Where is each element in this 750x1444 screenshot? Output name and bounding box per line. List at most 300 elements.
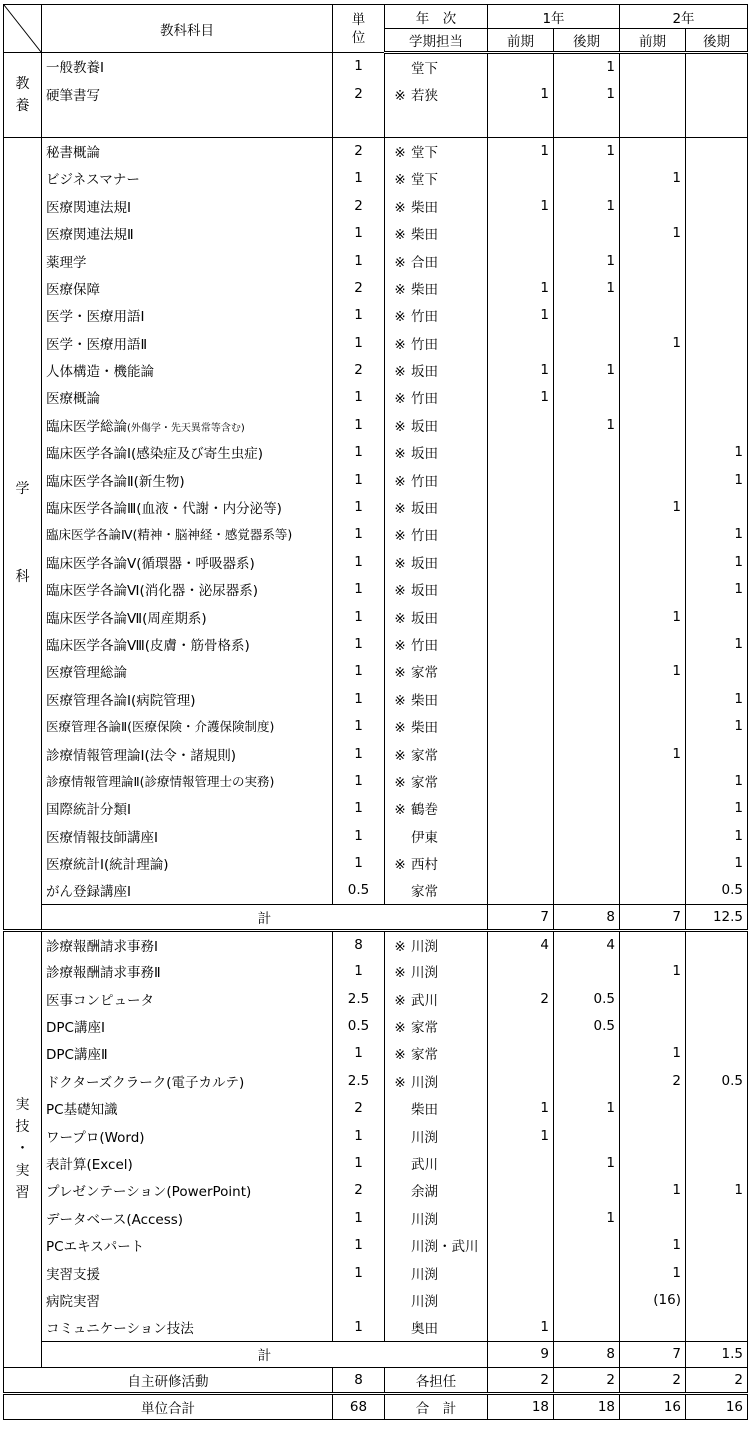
subject-note: (外傷学・先天異常等含む) xyxy=(127,422,245,434)
table-row xyxy=(4,658,748,685)
required-mark: ※ xyxy=(394,992,406,1009)
subject-label: 医療関連法規Ⅱ xyxy=(46,227,134,244)
total-label: 計 xyxy=(42,904,488,930)
subject-label: がん登録講座Ⅰ xyxy=(46,884,131,901)
term-y1b: 1 xyxy=(554,192,620,219)
term-y2a xyxy=(620,1314,686,1341)
term-y2a: 1 xyxy=(620,1232,686,1259)
term-y1a: 1 xyxy=(488,274,554,301)
unit-count: 1 xyxy=(333,1040,385,1067)
term-y2b xyxy=(686,356,748,383)
summary-y2a: 2 xyxy=(620,1367,686,1393)
teacher-name: 家常 xyxy=(411,1020,438,1037)
table-row xyxy=(4,1122,748,1149)
subject-name xyxy=(42,877,333,904)
term-y2b: 1 xyxy=(686,712,748,739)
term-y1a xyxy=(488,712,554,739)
required-mark: ※ xyxy=(394,1074,406,1091)
term-y1a xyxy=(488,1204,554,1231)
teacher-cell xyxy=(385,822,488,849)
term-y1b xyxy=(554,1122,620,1149)
term-y2b xyxy=(686,1204,748,1231)
section-label: 実 技 ・ 実 習 xyxy=(15,1097,30,1202)
term-y2a xyxy=(620,1095,686,1122)
subject-label: 医学・医療用語Ⅱ xyxy=(46,336,148,353)
required-mark: ※ xyxy=(394,145,406,162)
teacher-cell xyxy=(385,1012,488,1039)
teacher-name: 川渕 xyxy=(411,1211,438,1228)
table-row xyxy=(4,274,748,301)
term-y2b xyxy=(686,1286,748,1313)
unit-count: 1 xyxy=(333,740,385,767)
term-y2a xyxy=(620,877,686,904)
term-y1b xyxy=(554,767,620,794)
teacher-name: 川渕・武川 xyxy=(411,1239,479,1256)
term-y2b xyxy=(686,740,748,767)
table-row xyxy=(4,958,748,985)
term-y1b xyxy=(554,958,620,985)
required-mark: ※ xyxy=(394,391,406,408)
teacher-name: 川渕 xyxy=(411,1074,438,1091)
term-y2b: 1 xyxy=(686,1177,748,1204)
summary-label: 自主研修活動 xyxy=(4,1367,333,1393)
unit-count: 1 xyxy=(333,849,385,876)
teacher-name: 柴田 xyxy=(411,720,438,737)
term-y2a: (16) xyxy=(620,1286,686,1313)
term-y2b xyxy=(686,1149,748,1176)
teacher-name: 合田 xyxy=(411,254,438,271)
unit-count: 2 xyxy=(333,356,385,383)
term-y1a xyxy=(488,53,554,80)
teacher-name: 竹田 xyxy=(411,391,438,408)
term-y2b: 1 xyxy=(686,576,748,603)
required-mark: ※ xyxy=(394,199,406,216)
teacher-cell xyxy=(385,712,488,739)
term-y2a: 1 xyxy=(620,958,686,985)
table-row xyxy=(4,849,748,876)
term-y1a xyxy=(488,877,554,904)
term-y2a xyxy=(620,1149,686,1176)
required-mark: ※ xyxy=(394,528,406,545)
subject-name xyxy=(42,384,333,411)
subject-label: 臨床医学各論Ⅰ(感染症及び寄生虫症) xyxy=(46,446,264,463)
term-y1a xyxy=(488,493,554,520)
teacher-cell xyxy=(385,767,488,794)
unit-count: 2 xyxy=(333,137,385,164)
table-row xyxy=(4,1012,748,1039)
term-y1a xyxy=(488,219,554,246)
table-row xyxy=(4,521,748,548)
subject-name xyxy=(42,466,333,493)
table-row xyxy=(4,630,748,657)
subject-label: プレゼンテーション(PowerPoint) xyxy=(46,1184,252,1201)
teacher-name: 川渕 xyxy=(411,938,438,955)
term-y2a: 1 xyxy=(620,658,686,685)
term-y1b xyxy=(554,548,620,575)
teacher-name: 竹田 xyxy=(411,336,438,353)
subject-name xyxy=(42,1012,333,1039)
teacher-name: 家常 xyxy=(411,747,438,764)
table-row xyxy=(4,165,748,192)
subject-label: 診療報酬請求事務Ⅰ xyxy=(46,938,158,955)
table-row xyxy=(4,685,748,712)
teacher-cell xyxy=(385,849,488,876)
teacher-cell xyxy=(385,630,488,657)
term-y1a xyxy=(488,1149,554,1176)
teacher-name: 武川 xyxy=(411,992,438,1009)
term-y2b: 1 xyxy=(686,439,748,466)
term-y1b: 1 xyxy=(554,1204,620,1231)
term-y1a xyxy=(488,329,554,356)
term-y1a xyxy=(488,685,554,712)
term-y2b xyxy=(686,274,748,301)
term-y1a xyxy=(488,1232,554,1259)
term-y1b xyxy=(554,1177,620,1204)
subject-label: 一般教養Ⅰ xyxy=(46,60,104,77)
teacher-name: 柴田 xyxy=(411,1102,438,1119)
subject-label: 医療管理総論 xyxy=(46,665,127,682)
teacher-name: 鶴巻 xyxy=(411,802,438,819)
required-mark: ※ xyxy=(394,418,406,435)
term-y1b: 1 xyxy=(554,1095,620,1122)
term-y1b xyxy=(554,439,620,466)
term-y1a: 4 xyxy=(488,930,554,957)
subject-label: コミュニケーション技法 xyxy=(46,1321,194,1338)
subject-name xyxy=(42,1259,333,1286)
term-y2a xyxy=(620,411,686,438)
term-y1b: 1 xyxy=(554,1149,620,1176)
summary-y2a: 16 xyxy=(620,1393,686,1419)
teacher-cell xyxy=(385,384,488,411)
teacher-cell xyxy=(385,411,488,438)
term-y2a: 1 xyxy=(620,1177,686,1204)
table-row xyxy=(4,80,748,107)
subject-name xyxy=(42,356,333,383)
teacher-cell xyxy=(385,795,488,822)
subject-name xyxy=(42,958,333,985)
teacher-name: 坂田 xyxy=(411,555,438,572)
subject-name xyxy=(42,329,333,356)
required-mark: ※ xyxy=(394,254,406,271)
teacher-cell xyxy=(385,219,488,246)
subject-name xyxy=(42,302,333,329)
unit-count: 1 xyxy=(333,329,385,356)
term-y2a xyxy=(620,439,686,466)
term-y2b xyxy=(686,958,748,985)
header-year2: 2年 xyxy=(620,5,748,29)
term-y1b: 4 xyxy=(554,930,620,957)
unit-count: 0.5 xyxy=(333,1012,385,1039)
term-y2a xyxy=(620,1122,686,1149)
term-y1a xyxy=(488,1040,554,1067)
section-jitsugi xyxy=(4,930,42,1367)
term-y1b: 1 xyxy=(554,247,620,274)
subject-label: 臨床医学各論Ⅵ(消化器・泌尿器系) xyxy=(46,583,258,600)
table-row xyxy=(4,795,748,822)
term-y2a xyxy=(620,795,686,822)
subject-name xyxy=(42,439,333,466)
teacher-cell xyxy=(385,548,488,575)
total-y1b: 8 xyxy=(554,904,620,930)
term-y1b xyxy=(554,1286,620,1313)
teacher-name: 伊東 xyxy=(411,829,438,846)
term-y1b xyxy=(554,795,620,822)
subject-name xyxy=(42,1040,333,1067)
teacher-cell xyxy=(385,329,488,356)
subject-label: 実習支援 xyxy=(46,1266,100,1283)
teacher-cell xyxy=(385,439,488,466)
term-y1a xyxy=(488,1067,554,1094)
subject-label: 臨床医学総論 xyxy=(46,418,127,435)
term-y2a: 1 xyxy=(620,1259,686,1286)
table-row xyxy=(4,493,748,520)
term-y1a xyxy=(488,548,554,575)
term-y2b: 1 xyxy=(686,685,748,712)
term-y1a xyxy=(488,411,554,438)
total-y2a: 7 xyxy=(620,1341,686,1367)
term-y1b xyxy=(554,329,620,356)
teacher-name: 奥田 xyxy=(411,1321,438,1338)
term-y2a xyxy=(620,521,686,548)
subject-name xyxy=(42,1149,333,1176)
term-y1b xyxy=(554,219,620,246)
table-row xyxy=(4,576,748,603)
summary-units: 8 xyxy=(333,1367,385,1393)
subject-name xyxy=(42,658,333,685)
subject-name xyxy=(42,247,333,274)
term-y2a xyxy=(620,274,686,301)
summary-y1a: 18 xyxy=(488,1393,554,1419)
teacher-cell xyxy=(385,1204,488,1231)
table-row xyxy=(4,1232,748,1259)
term-y1a: 1 xyxy=(488,137,554,164)
term-y2a xyxy=(620,930,686,957)
term-y2a xyxy=(620,1204,686,1231)
subject-name xyxy=(42,849,333,876)
term-y1a: 1 xyxy=(488,80,554,107)
term-y2b xyxy=(686,247,748,274)
term-y1b xyxy=(554,165,620,192)
term-y2a xyxy=(620,548,686,575)
table-row xyxy=(4,439,748,466)
term-y2b xyxy=(686,137,748,164)
required-mark: ※ xyxy=(394,336,406,353)
teacher-name: 柴田 xyxy=(411,199,438,216)
table-row xyxy=(4,1095,748,1122)
teacher-name: 竹田 xyxy=(411,473,438,490)
term-y2a: 1 xyxy=(620,165,686,192)
term-y2a xyxy=(620,685,686,712)
term-y1a xyxy=(488,740,554,767)
teacher-name: 家常 xyxy=(411,665,438,682)
required-mark: ※ xyxy=(394,774,406,791)
total-y2b: 12.5 xyxy=(686,904,748,930)
required-mark: ※ xyxy=(394,747,406,764)
required-mark: ※ xyxy=(394,555,406,572)
total-y1b: 8 xyxy=(554,1341,620,1367)
header-y1-first: 前期 xyxy=(488,29,554,53)
term-y2a: 2 xyxy=(620,1067,686,1094)
teacher-cell xyxy=(385,1067,488,1094)
term-y1a xyxy=(488,521,554,548)
required-mark: ※ xyxy=(394,638,406,654)
header-unit: 単 位 xyxy=(333,5,385,53)
table-row xyxy=(4,740,748,767)
unit-count: 1 xyxy=(333,302,385,329)
term-y2b xyxy=(686,165,748,192)
subject-name xyxy=(42,521,333,548)
subject-name xyxy=(42,603,333,630)
unit-count: 1 xyxy=(333,685,385,712)
term-y2b xyxy=(686,329,748,356)
subject-label: 病院実習 xyxy=(46,1293,100,1310)
term-y1a: 1 xyxy=(488,302,554,329)
required-mark: ※ xyxy=(394,364,406,381)
subject-label: ドクターズクラーク(電子カルテ) xyxy=(46,1074,245,1091)
unit-count: 1 xyxy=(333,958,385,985)
unit-count: 2 xyxy=(333,192,385,219)
unit-count: 2 xyxy=(333,80,385,107)
teacher-cell xyxy=(385,1122,488,1149)
teacher-name: 柴田 xyxy=(411,281,438,298)
term-y2b: 0.5 xyxy=(686,877,748,904)
subject-name xyxy=(42,1095,333,1122)
total-y2a: 7 xyxy=(620,904,686,930)
term-y1b xyxy=(554,384,620,411)
total-label: 計 xyxy=(42,1341,488,1367)
term-y1a: 1 xyxy=(488,1095,554,1122)
subject-name xyxy=(42,630,333,657)
summary-y2b: 2 xyxy=(686,1367,748,1393)
subject-name xyxy=(42,712,333,739)
term-y1a: 1 xyxy=(488,1314,554,1341)
subject-label: 臨床医学各論Ⅶ(周産期系) xyxy=(46,610,207,627)
summary-y1b: 2 xyxy=(554,1367,620,1393)
unit-count: 1 xyxy=(333,521,385,548)
teacher-cell xyxy=(385,1286,488,1313)
term-y2a xyxy=(620,1012,686,1039)
header-y2-second: 後期 xyxy=(686,29,748,53)
required-mark: ※ xyxy=(394,172,406,189)
subject-label: ビジネスマナー xyxy=(46,172,140,189)
term-y1b xyxy=(554,603,620,630)
subject-name xyxy=(42,1067,333,1094)
subject-name xyxy=(42,767,333,794)
required-mark: ※ xyxy=(394,720,406,737)
unit-count: 2.5 xyxy=(333,1067,385,1094)
required-mark: ※ xyxy=(394,583,406,600)
table-row xyxy=(4,712,748,739)
term-y2a: 1 xyxy=(620,740,686,767)
table-row xyxy=(4,192,748,219)
subject-label: 国際統計分類Ⅰ xyxy=(46,802,131,819)
subject-label: DPC講座Ⅱ xyxy=(46,1047,108,1064)
term-y2b xyxy=(686,80,748,107)
spacer-row xyxy=(4,107,748,137)
teacher-name: 余湖 xyxy=(411,1184,438,1201)
summary-teacher: 各担任 xyxy=(385,1367,488,1393)
table-row xyxy=(4,219,748,246)
term-y1b xyxy=(554,493,620,520)
unit-count: 1 xyxy=(333,53,385,80)
term-y1b xyxy=(554,521,620,548)
subject-label: 臨床医学各論Ⅴ(循環器・呼吸器系) xyxy=(46,555,255,572)
subject-name xyxy=(42,1286,333,1313)
term-y2b xyxy=(686,1259,748,1286)
term-y2b xyxy=(686,411,748,438)
subject-label: 医療概論 xyxy=(46,391,100,408)
empty-cell xyxy=(488,107,554,137)
grand-total-row xyxy=(4,1393,748,1419)
teacher-cell xyxy=(385,1177,488,1204)
subject-name xyxy=(42,53,333,80)
term-y1b: 1 xyxy=(554,356,620,383)
teacher-cell xyxy=(385,930,488,957)
required-mark: ※ xyxy=(394,802,406,819)
term-y1a xyxy=(488,1177,554,1204)
subject-label: 表計算(Excel) xyxy=(46,1157,133,1174)
subject-name xyxy=(42,1314,333,1341)
empty-cell xyxy=(686,107,748,137)
summary-label: 単位合計 xyxy=(4,1393,333,1419)
table-row xyxy=(4,466,748,493)
term-y1a xyxy=(488,439,554,466)
teacher-cell xyxy=(385,137,488,164)
term-y2b xyxy=(686,192,748,219)
unit-count: 1 xyxy=(333,411,385,438)
required-mark: ※ xyxy=(394,692,406,709)
teacher-cell xyxy=(385,1259,488,1286)
header-corner xyxy=(4,5,42,53)
summary-units: 68 xyxy=(333,1393,385,1419)
unit-count: 2 xyxy=(333,1177,385,1204)
header-subject: 教科科目 xyxy=(42,5,333,53)
term-y2b: 1 xyxy=(686,466,748,493)
total-row xyxy=(4,1341,748,1367)
teacher-cell xyxy=(385,53,488,80)
subject-label: 秘書概論 xyxy=(46,145,100,162)
term-y1a: 1 xyxy=(488,192,554,219)
term-y1a xyxy=(488,795,554,822)
subject-label: PC基礎知識 xyxy=(46,1102,118,1119)
subject-name xyxy=(42,795,333,822)
term-y1b xyxy=(554,849,620,876)
term-y2b xyxy=(686,930,748,957)
teacher-name: 家常 xyxy=(411,884,438,901)
table-row xyxy=(4,1040,748,1067)
section-label: 教 養 xyxy=(15,75,30,114)
teacher-name: 川渕 xyxy=(411,1129,438,1146)
teacher-cell xyxy=(385,165,488,192)
term-y2a: 1 xyxy=(620,219,686,246)
term-y1a xyxy=(488,165,554,192)
subject-label: 硬筆書写 xyxy=(46,87,100,104)
term-y2a xyxy=(620,356,686,383)
empty-cell xyxy=(333,107,385,137)
unit-count: 1 xyxy=(333,247,385,274)
teacher-cell xyxy=(385,685,488,712)
subject-name xyxy=(42,1204,333,1231)
unit-count: 1 xyxy=(333,1259,385,1286)
teacher-name: 坂田 xyxy=(411,418,438,435)
term-y1b xyxy=(554,630,620,657)
teacher-name: 川渕 xyxy=(411,1293,438,1310)
teacher-name: 堂下 xyxy=(411,172,438,189)
teacher-cell xyxy=(385,958,488,985)
total-y1a: 7 xyxy=(488,904,554,930)
teacher-cell xyxy=(385,985,488,1012)
table-row xyxy=(4,603,748,630)
